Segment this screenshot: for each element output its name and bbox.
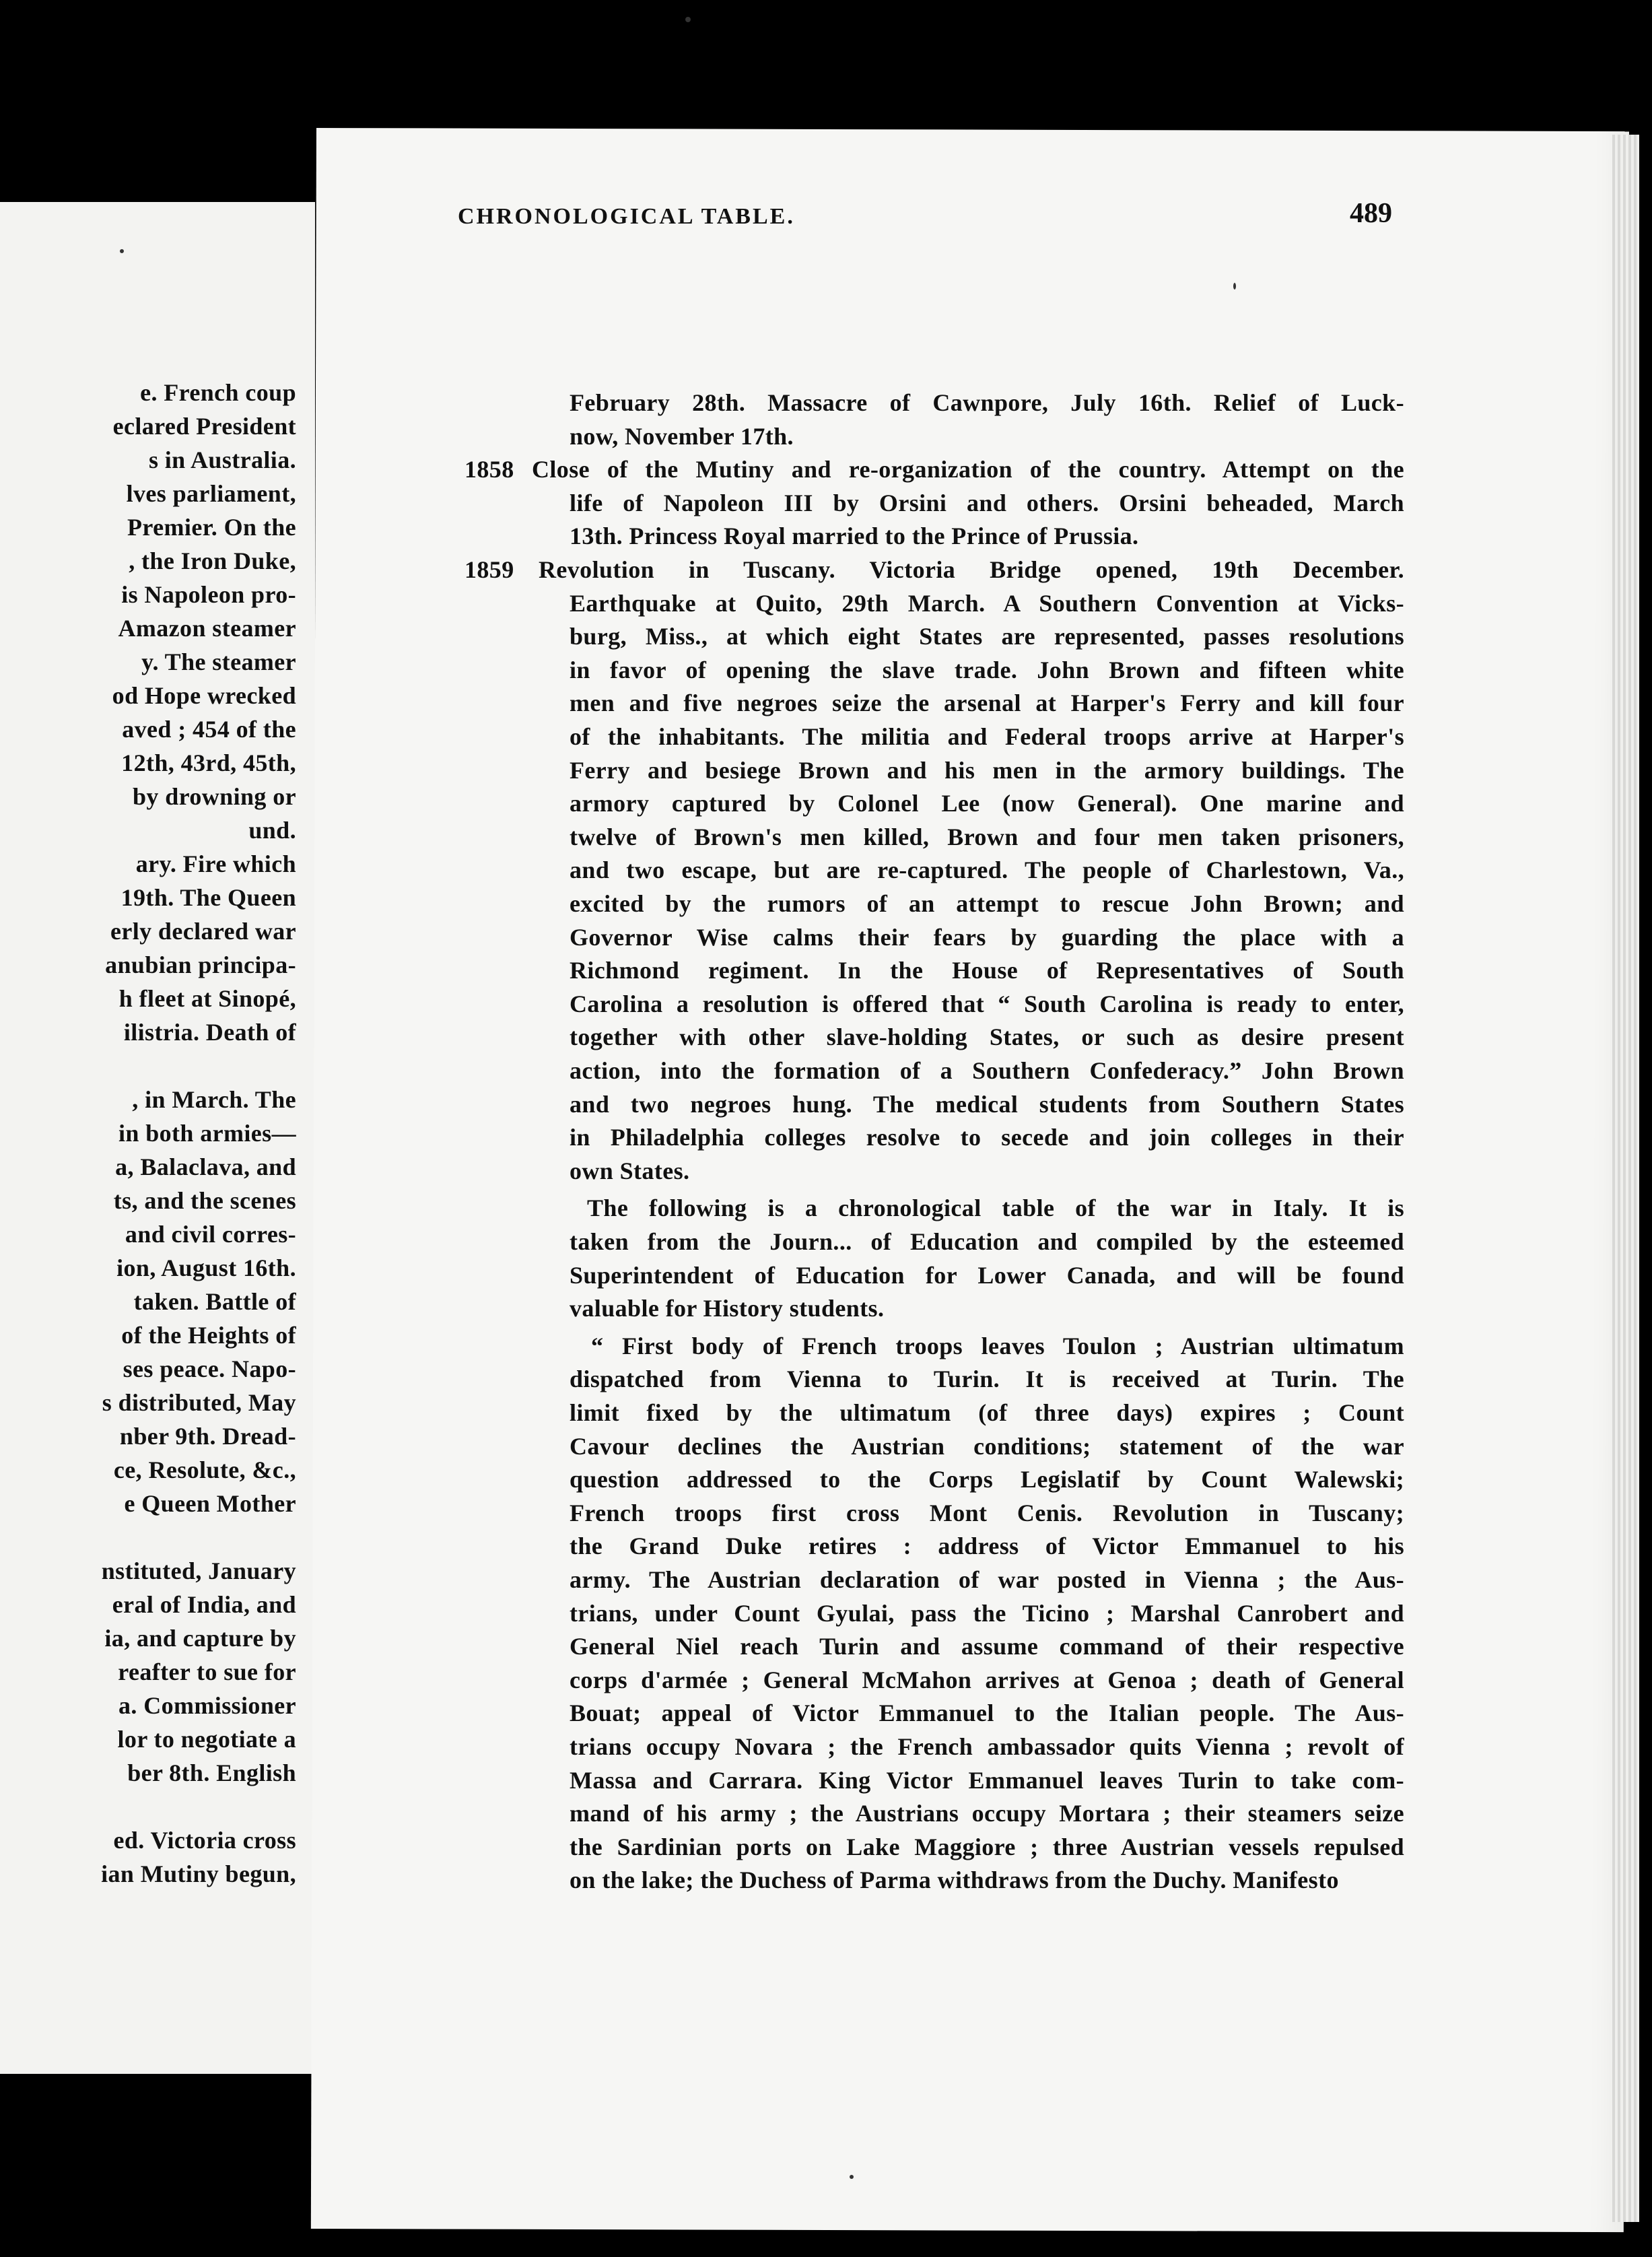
left-line: in both armies— (118, 1120, 296, 1147)
left-line: ses peace. Napo- (123, 1355, 296, 1382)
body-line: Revolution in Tuscany. Victoria Bridge opened, 19th December. (539, 556, 1404, 583)
body-line: Earthquake at Quito, 29th March. A Southern Convention at Vicks- (570, 589, 1404, 617)
body-line: action, into the formation of a Southern Confederacy.” John Brown (570, 1057, 1404, 1084)
body-line: corps d'armée ; General McMahon arrives at Genoa ; death of General (570, 1666, 1404, 1693)
body-line: Bouat; appeal of Victor Emmanuel to the Italian people. The Aus- (570, 1699, 1404, 1727)
body-line: Governor Wise calms their fears by guarding the place with a (570, 923, 1404, 951)
body-line: Close of the Mutiny and re-organization of the country. Attempt on the (532, 456, 1404, 483)
left-line: ts, and the scenes (113, 1187, 296, 1214)
left-line: ed. Victoria cross (113, 1827, 296, 1854)
year-label: 1859 (464, 556, 514, 583)
body-line: armory captured by Colonel Lee (now General). One marine and (570, 790, 1404, 817)
left-line: aved ; 454 of the (122, 716, 296, 743)
left-line: reafter to sue for (118, 1658, 296, 1685)
body-line: trians, under Count Gyulai, pass the Ticino ; Marshal Canrobert and (570, 1599, 1404, 1627)
body-line: “ First body of French troops leaves Toulon ; Austrian ultimatum (591, 1332, 1404, 1359)
body-line: burg, Miss., at which eight States are represented, passes resolutions (570, 623, 1404, 650)
left-line: y. The steamer (141, 648, 296, 675)
body-line: in Philadelphia colleges resolve to secede and join colleges in their (570, 1124, 1404, 1151)
left-line: a. Commissioner (118, 1692, 296, 1719)
left-line: lor to negotiate a (117, 1726, 296, 1753)
left-line: anubian principa- (105, 951, 296, 978)
body-line: army. The Austrian declaration of war posted in Vienna ; the Aus- (570, 1566, 1404, 1593)
body-line: February 28th. Massacre of Cawnpore, July 16th. Relief of Luck- (570, 389, 1404, 416)
left-line: ion, August 16th. (116, 1254, 296, 1281)
body-line: and two negroes hung. The medical students from Southern States (570, 1090, 1404, 1118)
left-line: e Queen Mother (124, 1490, 296, 1517)
left-line: Amazon steamer (118, 615, 296, 642)
left-line: 19th. The Queen (121, 884, 296, 911)
body-line: the Grand Duke retires : address of Victor Emmanuel to his (570, 1532, 1404, 1560)
scan-speck (120, 249, 124, 253)
body-line: on the lake; the Duchess of Parma withdraws from the Duchy. Manifesto (570, 1866, 1339, 1894)
body-line: own States. (570, 1157, 690, 1184)
left-line: Premier. On the (127, 514, 296, 541)
left-line: s distributed, May (102, 1389, 296, 1416)
left-line: ce, Resolute, &c., (113, 1456, 296, 1483)
left-line: e. French coup (140, 379, 296, 406)
body-line: Superintendent of Education for Lower Canada, and will be found (570, 1261, 1404, 1289)
left-line: , the Iron Duke, (129, 547, 296, 574)
body-line: mand of his army ; the Austrians occupy Mortara ; their steamers seize (570, 1800, 1404, 1827)
body-line: Richmond regiment. In the House of Representatives of South (570, 957, 1404, 984)
body-line: question addressed to the Corps Legislatif by Count Walewski; (570, 1466, 1404, 1493)
body-line: of the inhabitants. The militia and Federal troops arrive at Harper's (570, 723, 1404, 750)
body-line: and two escape, but are re-captured. The people of Charlestown, Va., (570, 856, 1404, 884)
left-line: of the Heights of (121, 1322, 296, 1349)
body-line: limit fixed by the ultimatum (of three days) expires ; Count (570, 1399, 1404, 1426)
scan-speck (850, 2175, 854, 2179)
left-line: s in Australia. (148, 446, 296, 473)
body-line: dispatched from Vienna to Turin. It is received at Turin. The (570, 1366, 1404, 1393)
body-line: Massa and Carrara. King Victor Emmanuel leaves Turin to take com- (570, 1766, 1404, 1794)
body-line: Ferry and besiege Brown and his men in the armory buildings. The (570, 756, 1404, 784)
scan-speck (685, 17, 691, 22)
scan-speck (1233, 283, 1236, 290)
left-line: h fleet at Sinopé, (118, 985, 296, 1012)
year-label: 1858 (464, 456, 514, 483)
body-line: trians occupy Novara ; the French ambassador quits Vienna ; revolt of (570, 1733, 1404, 1760)
body-line: men and five negroes seize the arsenal at Harper's Ferry and kill four (570, 689, 1404, 717)
body-line: General Niel reach Turin and assume command of their respective (570, 1633, 1404, 1660)
running-header: CHRONOLOGICAL TABLE. (458, 204, 795, 229)
body-line: life of Napoleon III by Orsini and others. Orsini beheaded, March (570, 489, 1404, 516)
page-number: 489 (1350, 198, 1392, 229)
left-line: taken. Battle of (133, 1288, 296, 1315)
body-line: The following is a chronological table of the war in Italy. It is (587, 1194, 1404, 1222)
left-line: a, Balaclava, and (115, 1153, 296, 1180)
body-line: valuable for History students. (570, 1295, 885, 1322)
body-line: together with other slave-holding States, or such as desire present (570, 1023, 1404, 1051)
left-line: lves parliament, (126, 480, 296, 507)
left-line: ary. Fire which (135, 850, 296, 877)
body-line: now, November 17th. (570, 422, 794, 450)
left-line: erly declared war (110, 918, 296, 945)
left-line: eral of India, and (112, 1591, 296, 1618)
body-line: Carolina a resolution is offered that “ South Carolina is ready to enter, (570, 990, 1404, 1017)
body-line: taken from the Journ... of Education and compiled by the esteemed (570, 1228, 1404, 1255)
left-line: ia, and capture by (104, 1625, 296, 1652)
body-line: in favor of opening the slave trade. John Brown and fifteen white (570, 656, 1404, 683)
left-line: is Napoleon pro- (121, 581, 296, 608)
left-line: 12th, 43rd, 45th, (121, 749, 296, 776)
left-line: nstituted, January (101, 1557, 296, 1584)
left-line: , in March. The (132, 1086, 296, 1113)
body-line: the Sardinian ports on Lake Maggiore ; three Austrian vessels repulsed (570, 1833, 1404, 1860)
left-line: ber 8th. English (127, 1759, 296, 1786)
body-line: French troops first cross Mont Cenis. Revolution in Tuscany; (570, 1499, 1404, 1526)
left-line: od Hope wrecked (112, 682, 296, 709)
left-line: and civil corres- (125, 1221, 296, 1248)
body-line: twelve of Brown's men killed, Brown and four men taken prisoners, (570, 823, 1404, 850)
body-line: excited by the rumors of an attempt to rescue John Brown; and (570, 890, 1404, 917)
left-line: ian Mutiny begun, (101, 1860, 296, 1887)
left-line: ilistria. Death of (123, 1019, 296, 1046)
left-line: by drowning or (133, 783, 296, 810)
left-line: nber 9th. Dread- (119, 1423, 296, 1450)
left-line: und. (248, 817, 296, 844)
body-line: 13th. Princess Royal married to the Prince of Prussia. (570, 523, 1139, 550)
left-line: eclared President (112, 413, 296, 440)
body-line: Cavour declines the Austrian conditions; statement of the war (570, 1432, 1404, 1460)
